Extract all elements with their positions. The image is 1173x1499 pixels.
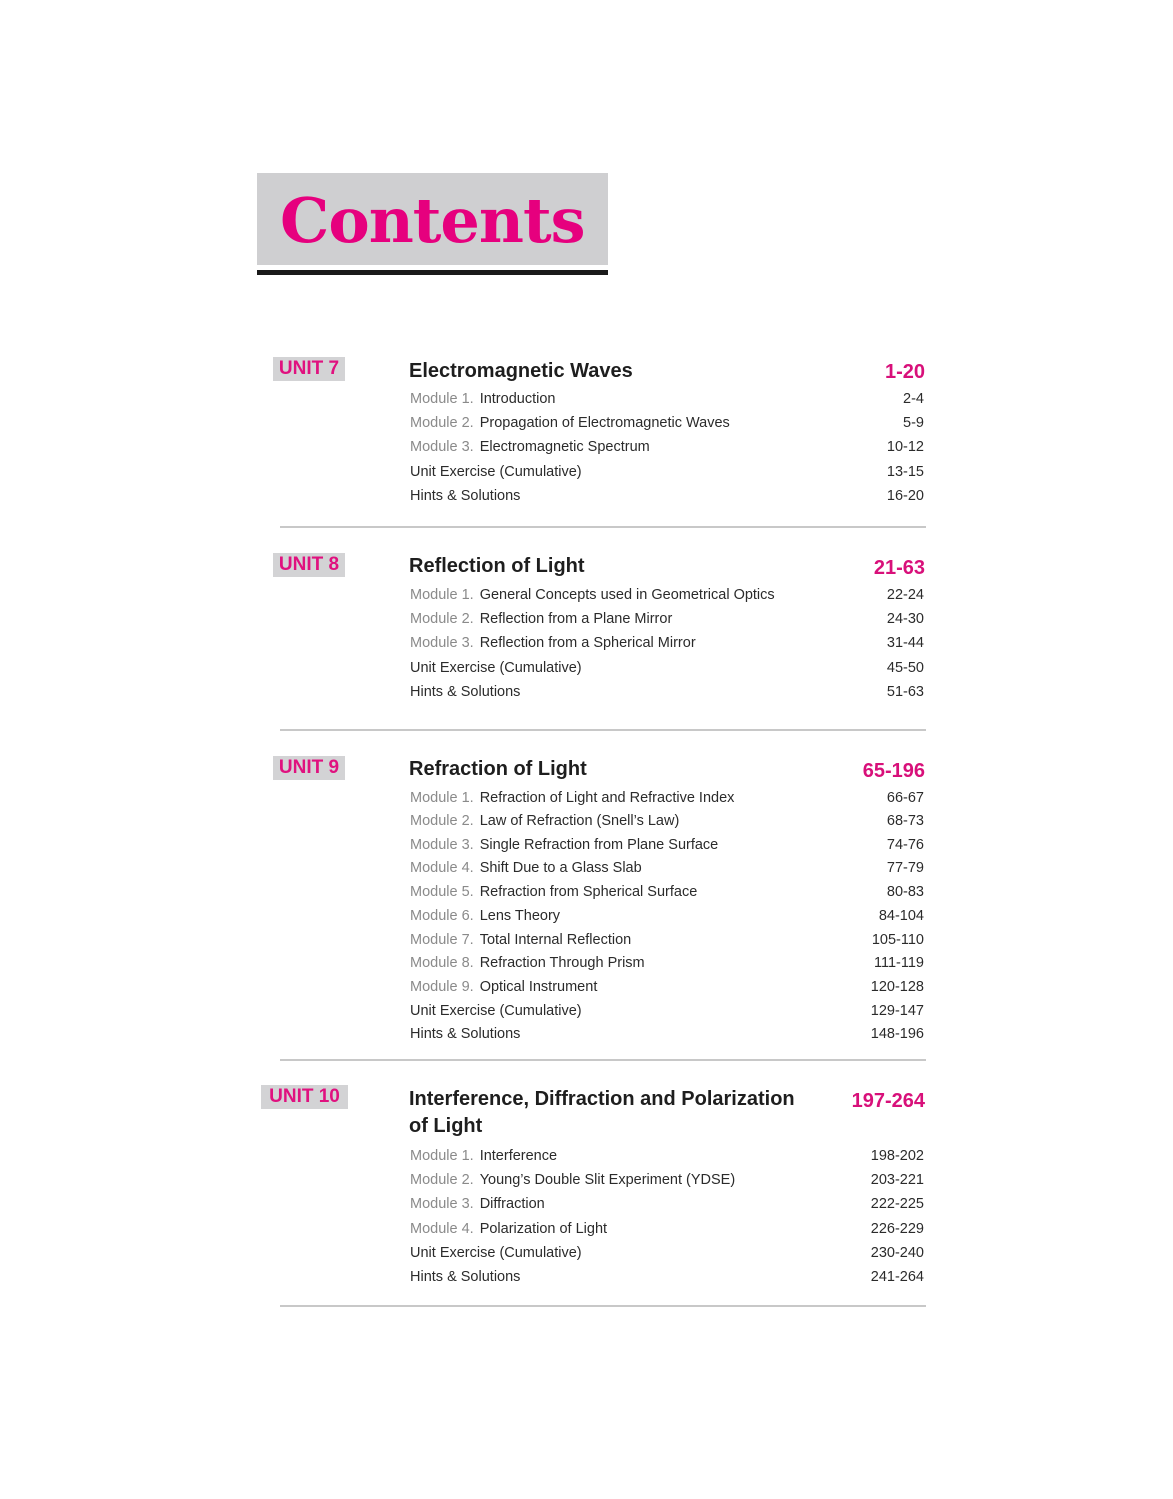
toc-entry[interactable]: [410, 388, 924, 410]
toc-entry[interactable]: [410, 608, 924, 630]
entry-title: Propagation of Electromagnetic Waves: [479, 415, 730, 431]
entry-title: Hints & Solutions: [410, 1269, 521, 1285]
module-number: Module 1.: [410, 391, 474, 407]
entry-pages: 226-229: [870, 1221, 924, 1237]
module-number: Module 2.: [410, 813, 474, 829]
entry-title: Unit Exercise (Cumulative): [410, 464, 582, 480]
entry-title: Unit Exercise (Cumulative): [410, 1245, 582, 1261]
entry-pages: 148-196: [870, 1026, 924, 1042]
entry-title: Reflection from a Plane Mirror: [479, 611, 673, 627]
unit-divider: [280, 526, 926, 528]
toc-entry[interactable]: [410, 1193, 924, 1215]
entry-title: General Concepts used in Geometrical Optics: [479, 587, 775, 603]
entry-pages: 84-104: [878, 908, 924, 924]
toc-entry[interactable]: [410, 584, 924, 606]
entry-title: Electromagnetic Spectrum: [479, 439, 650, 455]
entry-title: Single Refraction from Plane Surface: [479, 837, 719, 853]
entry-pages: 5-9: [903, 415, 924, 431]
module-number: Module 1.: [410, 587, 474, 603]
unit-badge: UNIT 9: [273, 756, 345, 780]
entry-pages: 241-264: [870, 1269, 924, 1285]
entry-title: Polarization of Light: [479, 1221, 608, 1237]
toc-entry[interactable]: [410, 881, 924, 903]
unit-page-range: 21-63: [873, 557, 925, 579]
entry-pages: 111-119: [874, 955, 924, 971]
module-number: Module 3.: [410, 635, 474, 651]
toc-entry[interactable]: [410, 1218, 924, 1240]
unit-badge: UNIT 7: [273, 357, 345, 381]
module-number: Module 2.: [410, 611, 474, 627]
entry-title: Law of Refraction (Snell’s Law): [479, 813, 680, 829]
toc-entry[interactable]: [410, 485, 924, 507]
entry-pages: 120-128: [870, 979, 924, 995]
entry-pages: 51-63: [886, 684, 924, 700]
unit-title: Electromagnetic Waves: [409, 360, 633, 382]
unit-divider: [280, 729, 926, 731]
toc-entry[interactable]: [410, 632, 924, 654]
toc-entry[interactable]: [410, 681, 924, 703]
entry-title: Unit Exercise (Cumulative): [410, 1003, 582, 1019]
module-number: Module 1.: [410, 1148, 474, 1164]
unit-page-range: 1-20: [884, 361, 925, 383]
toc-entry[interactable]: [410, 834, 924, 856]
entry-pages: 13-15: [886, 464, 924, 480]
toc-entry[interactable]: [410, 857, 924, 879]
module-number: Module 5.: [410, 884, 474, 900]
entry-pages: 74-76: [886, 837, 924, 853]
entry-title: Hints & Solutions: [410, 684, 521, 700]
unit-badge: UNIT 8: [273, 553, 345, 577]
unit-divider: [280, 1305, 926, 1307]
title-underline: [257, 270, 608, 275]
entry-title: Diffraction: [479, 1196, 545, 1212]
toc-entry[interactable]: [410, 810, 924, 832]
unit-page-range: 65-196: [862, 760, 925, 782]
entry-pages: 16-20: [886, 488, 924, 504]
entry-title: Young’s Double Slit Experiment (YDSE): [479, 1172, 736, 1188]
module-number: Module 3.: [410, 439, 474, 455]
entry-pages: 68-73: [886, 813, 924, 829]
module-number: Module 2.: [410, 1172, 474, 1188]
module-number: Module 4.: [410, 1221, 474, 1237]
module-number: Module 6.: [410, 908, 474, 924]
toc-entry[interactable]: [410, 787, 924, 809]
toc-entry[interactable]: [410, 929, 924, 951]
entry-title: Hints & Solutions: [410, 1026, 521, 1042]
entry-title: Optical Instrument: [479, 979, 598, 995]
unit-page-range: 197-264: [851, 1090, 925, 1112]
entry-pages: 24-30: [886, 611, 924, 627]
entry-pages: 10-12: [886, 439, 924, 455]
entry-pages: 230-240: [870, 1245, 924, 1261]
entry-title: Introduction: [479, 391, 556, 407]
unit-title: Reflection of Light: [409, 555, 585, 577]
entry-pages: 2-4: [903, 391, 924, 407]
entry-title: Interference: [479, 1148, 558, 1164]
toc-entry[interactable]: [410, 952, 924, 974]
entry-pages: 77-79: [886, 860, 924, 876]
unit-title: Refraction of Light: [409, 758, 587, 780]
unit-badge: UNIT 10: [261, 1085, 348, 1109]
toc-entry[interactable]: [410, 657, 924, 679]
toc-entry[interactable]: [410, 1242, 924, 1264]
entry-title: Refraction of Light and Refractive Index: [479, 790, 735, 806]
entry-pages: 129-147: [870, 1003, 924, 1019]
entry-pages: 222-225: [870, 1196, 924, 1212]
entry-title: Shift Due to a Glass Slab: [479, 860, 642, 876]
unit-divider: [280, 1059, 926, 1061]
entry-title: Lens Theory: [479, 908, 561, 924]
entry-title: Total Internal Reflection: [479, 932, 632, 948]
module-number: Module 8.: [410, 955, 474, 971]
entry-pages: 80-83: [886, 884, 924, 900]
toc-entry[interactable]: [410, 436, 924, 458]
module-number: Module 3.: [410, 1196, 474, 1212]
toc-entry[interactable]: [410, 976, 924, 998]
module-number: Module 9.: [410, 979, 474, 995]
entry-pages: 22-24: [886, 587, 924, 603]
entry-title: Refraction from Spherical Surface: [479, 884, 698, 900]
entry-pages: 66-67: [886, 790, 924, 806]
module-number: Module 3.: [410, 837, 474, 853]
entry-pages: 198-202: [870, 1148, 924, 1164]
entry-title: Reflection from a Spherical Mirror: [479, 635, 696, 651]
entry-pages: 105-110: [871, 932, 924, 948]
page-title: Contents: [280, 184, 585, 257]
unit-title: Interference, Diffraction and Polarization of Light: [409, 1088, 795, 1137]
module-number: Module 4.: [410, 860, 474, 876]
entry-title: Unit Exercise (Cumulative): [410, 660, 582, 676]
toc-entry[interactable]: [410, 461, 924, 483]
toc-entry[interactable]: [410, 1169, 924, 1191]
toc-entry[interactable]: [410, 1000, 924, 1022]
toc-entry[interactable]: [410, 1266, 924, 1288]
entry-pages: 203-221: [870, 1172, 924, 1188]
module-number: Module 1.: [410, 790, 474, 806]
entry-title: Hints & Solutions: [410, 488, 521, 504]
entry-pages: 31-44: [886, 635, 924, 651]
module-number: Module 7.: [410, 932, 474, 948]
entry-title: Refraction Through Prism: [479, 955, 645, 971]
toc-entry[interactable]: [410, 905, 924, 927]
toc-entry[interactable]: [410, 412, 924, 434]
module-number: Module 2.: [410, 415, 474, 431]
entry-pages: 45-50: [886, 660, 924, 676]
toc-entry[interactable]: [410, 1023, 924, 1045]
toc-entry[interactable]: [410, 1145, 924, 1167]
